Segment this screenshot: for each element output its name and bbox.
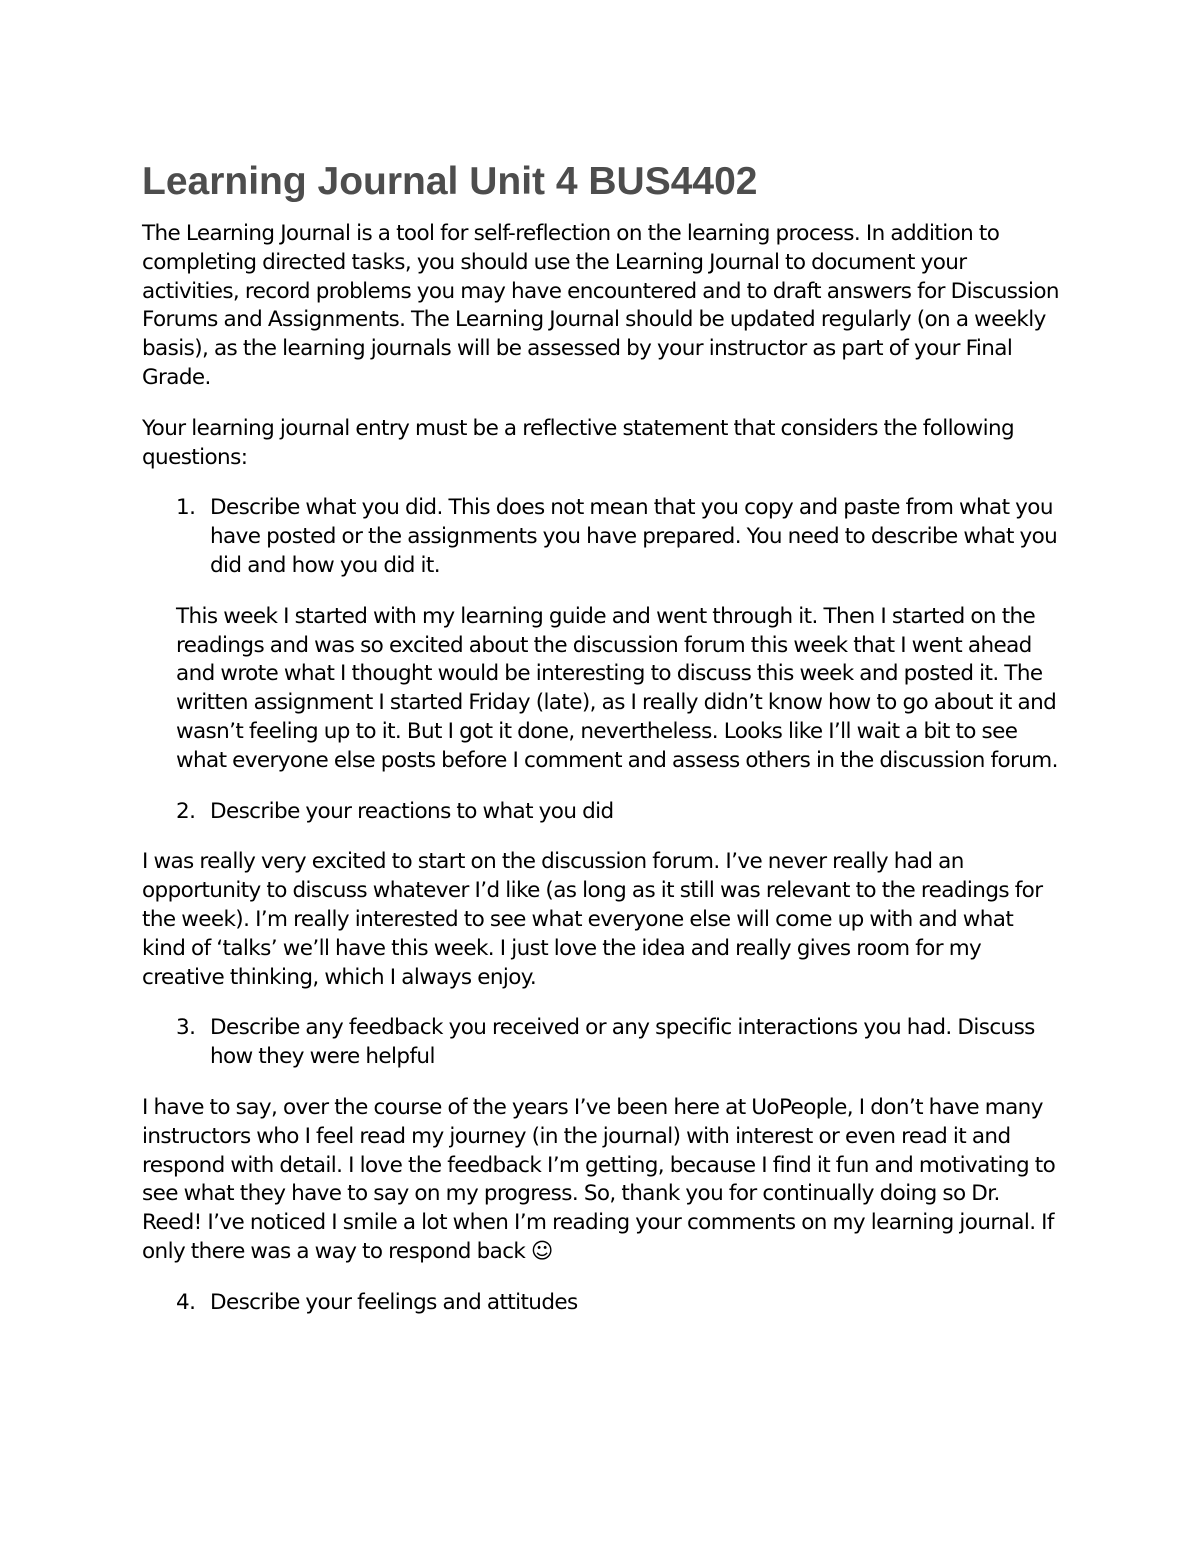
intro-paragraph: The Learning Journal is a tool for self-reflection on the learning process. In addition to completing directed tasks, you should use the Learning Journal to document your activities, record problems you may have encountered and to draft answers for Discussion Forums and Assignments. The Learning Journal should be updated regularly (on a weekly basis), as the learning journals will be assessed by your instructor as part of your Final Grade. <box>142 221 1059 390</box>
question-2 <box>142 798 1062 827</box>
question-1 <box>142 494 1062 580</box>
prompt-paragraph: Your learning journal entry must be a reflective statement that considers the following questions: <box>142 415 1015 470</box>
answer-2: I was really very excited to start on the discussion forum. I’ve never really had an opportunity to discuss whatever I’d like (as long as it still was relevant to the readings for the week). I’m really interested to see what everyone else will come up with and what kind of ‘talks’ we’ll have this week. I just love the idea and really gives room for my creative thinking, which I always enjoy. <box>142 849 1043 990</box>
question-text: Describe any feedback you received or any specific interactions you had. Discuss how they were helpful <box>210 1015 1035 1070</box>
question-number: 2. <box>176 798 196 824</box>
question-number: 3. <box>176 1015 196 1041</box>
question-number: 4. <box>176 1289 196 1315</box>
question-text: Describe what you did. This does not mean that you copy and paste from what you have posted or the assignments you have prepared. You need to describe what you did and how you did it. <box>210 495 1058 578</box>
question-text: Describe your reactions to what you did <box>210 798 614 824</box>
answer-3: I have to say, over the course of the years I’ve been here at UoPeople, I don’t have many instructors who I feel read my journey (in the journal) with interest or even read it and respond with detail. I love the feedback I’m getting, because I find it fun and motivating to see what they have to say on my progress. So, thank you for continually doing so Dr. Reed! I’ve noticed I smile a lot when I’m reading your comments on my learning journal. If only there was a way to respond back ☺ <box>142 1094 1056 1264</box>
question-4 <box>142 1289 1062 1318</box>
question-text: Describe your feelings and attitudes <box>210 1289 578 1315</box>
document-page <box>142 158 1062 1340</box>
question-3 <box>142 1014 1062 1072</box>
page-title: Learning Journal Unit 4 BUS4402 <box>142 160 758 203</box>
answer-1: This week I started with my learning guide and went through it. Then I started on the readings and was so excited about the discussion forum this week that I went ahead and wrote what I thought would be interesting to discuss this week and posted it. The written assignment I started Friday (late), as I really didn’t know how to go about it and wasn’t feeling up to it. But I got it done, nevertheless. Looks like I’ll wait a bit to see what everyone else posts before I comment and assess others in the discussion forum. <box>176 603 1058 773</box>
question-number: 1. <box>176 495 196 521</box>
